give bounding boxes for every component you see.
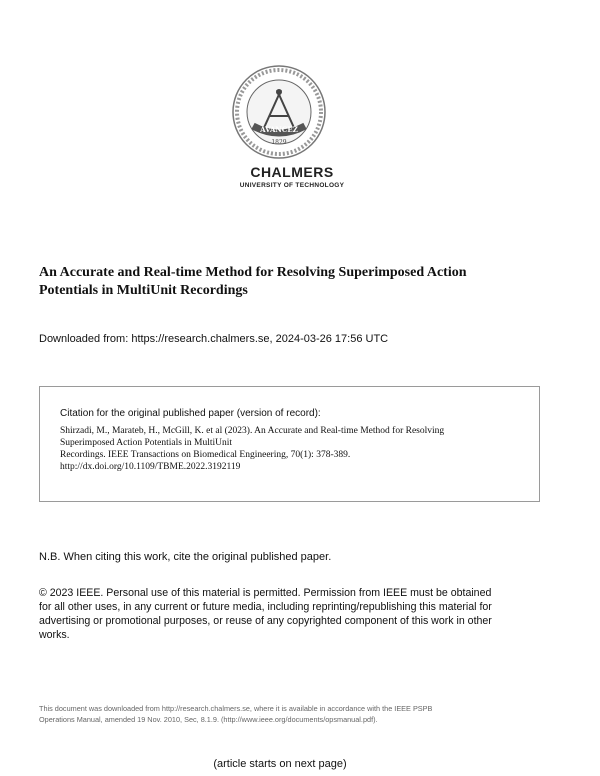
citation-line: Shirzadi, M., Marateb, H., McGill, K. et al (2023). An Accurate and Real-time Method for Resolving <box>60 426 445 436</box>
paper-title <box>39 264 539 300</box>
citation-line: Superimposed Action Potentials in MultiUnit <box>60 438 233 448</box>
footer-line: Operations Manual, amended 19 Nov. 2010, Sec, 8.1.9. (http://www.ieee.org/documents/opsmanual.pdf). <box>39 715 378 724</box>
copyright-line: © 2023 IEEE. Personal use of this material is permitted. Permission from IEEE must be obtained <box>39 587 492 599</box>
title-line: An Accurate and Real-time Method for Resolving Superimposed Action <box>39 265 467 280</box>
chalmers-seal-logo <box>231 64 327 160</box>
downloaded-info: Downloaded from: https://research.chalmers.se, 2024-03-26 17:56 UTC <box>39 333 389 345</box>
chalmers-wordmark: CHALMERS <box>250 164 334 180</box>
next-page-note: (article starts on next page) <box>213 758 347 770</box>
citation-text <box>60 425 530 473</box>
seal-motto: AVANCEZ <box>260 125 298 134</box>
title-line: Potentials in MultiUnit Recordings <box>39 283 248 298</box>
copyright-line: advertising or promotional purposes, or reuse of any copyrighted component of this work in other <box>39 615 492 627</box>
citation-label: Citation for the original published paper (version of record): <box>60 408 321 419</box>
citation-line: Recordings. IEEE Transactions on Biomedical Engineering, 70(1): 378-389. <box>60 450 351 460</box>
copyright-line: works. <box>39 629 70 641</box>
seal-year: 1829 <box>271 139 287 146</box>
chalmers-subtitle: UNIVERSITY OF TECHNOLOGY <box>239 182 345 189</box>
citation-note: N.B. When citing this work, cite the original published paper. <box>39 551 332 563</box>
citation-doi-link[interactable]: http://dx.doi.org/10.1109/TBME.2022.3192119 <box>60 462 241 472</box>
footer-line: This document was downloaded from http://research.chalmers.se, where it is available in accordance with the IEEE PSPB <box>39 704 433 713</box>
download-footer-note <box>39 703 559 725</box>
citation-box <box>39 386 540 502</box>
copyright-line: for all other uses, in any current or future media, including reprinting/republishing this material for <box>39 601 492 613</box>
copyright-notice <box>39 586 549 642</box>
